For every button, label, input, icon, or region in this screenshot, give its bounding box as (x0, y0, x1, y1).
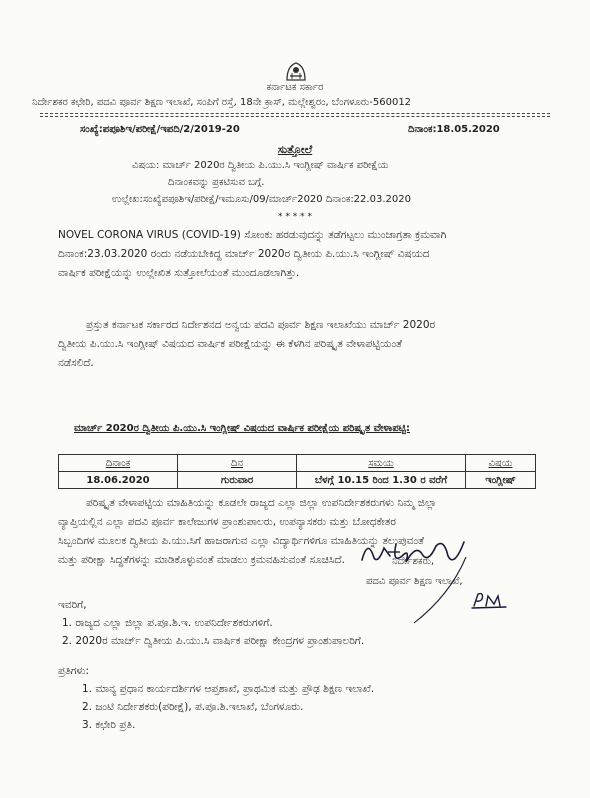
cell-day: ಗುರುವಾರ (178, 472, 297, 489)
paragraph-3-line: ಸಿಬ್ಬಂದಿಗಳ ಮೂಲಕ ದ್ವಿತೀಯ ಪಿ.ಯು.ಸಿಗೆ ಹಾಜರಾಗುವ ಎಲ್ಲಾ ವಿದ್ಯಾರ್ಥಿಗಳಿಗೂ ಮಾಹಿತಿಯನ್ನು ತಲುಪುವಂತೆ (58, 535, 424, 547)
copies-list (58, 662, 374, 734)
schedule-table (58, 454, 536, 489)
subject-line-1: ವಿಷಯ: ಮಾರ್ಚ್ 2020ರ ದ್ವಿತೀಯ ಪಿ.ಯು.ಸಿ ಇಂಗ್ಲೀಷ್ ವಾರ್ಷಿಕ ಪರೀಕ್ಷೆಯ (132, 160, 389, 171)
office-address: ನಿರ್ದೇಶಕರ ಕಛೇರಿ, ಪದವಿ ಪೂರ್ವ ಶಿಕ್ಷಣ ಇಲಾಖೆ, ಸಂಪಿಗೆ ರಸ್ತೆ, 18ನೇ ಕ್ರಾಸ್, ಮಲ್ಲೇಶ್ವರಂ, ಬೆಂಗಳೂರು-560012 (32, 97, 412, 108)
paragraph-1-line: NOVEL CORONA VIRUS (COVID-19) ಸೋಂಕು ಹರಡುವುದನ್ನು ತಡೆಗಟ್ಟಲು ಮುಂಜಾಗ್ರತಾ ಕ್ರಮವಾಗಿ (58, 229, 447, 241)
reference-number: ಸಂಖ್ಯೆ:ಪಪೂಶಿಇ/ಪರೀಕ್ಷೆ/ಇಪದಿ/2/2019-20 (80, 124, 240, 135)
paragraph-3-line: ಪರಿಷ್ಕೃತ ವೇಳಾಪಟ್ಟಿಯ ಮಾಹಿತಿಯನ್ನು ಕೂಡಲೇ ರಾಜ್ಯದ ಎಲ್ಲಾ ಜಿಲ್ಲಾ ಉಪನಿರ್ದೇಶಕರುಗಳು ನಿಮ್ಮ ಜಿಲ್ಲಾ (86, 497, 437, 509)
recipients-label: ಇವರಿಗೆ, (58, 599, 87, 611)
list-item: 1. ಮಾನ್ಯ ಪ್ರಧಾನ ಕಾರ್ಯದರ್ಶಿಗಳ ಆಪ್ತಶಾಖೆ, ಪ್ರಾಥಮಿಕ ಮತ್ತು ಪ್ರೌಢ ಶಿಕ್ಷಣ ಇಲಾಖೆ. (82, 683, 375, 695)
schedule-heading: ಮಾರ್ಚ್ 2020ರ ದ್ವಿತೀಯ ಪಿ.ಯು.ಸಿ ಇಂಗ್ಲೀಷ್ ವಿಷಯದ ವಾರ್ಷಿಕ ಪರೀಕ್ಷೆಯ ಪರಿಷ್ಕೃತ ವೇಳಾಪಟ್ಟಿ: (74, 423, 410, 434)
column-header-time: ಸಮಯ (297, 455, 466, 472)
paragraph-2-line: ದ್ವಿತೀಯ ಪಿ.ಯು.ಸಿ ಇಂಗ್ಲೀಷ್ ವಿಷಯದ ವಾರ್ಷಿಕ ಪರೀಕ್ಷೆಯನ್ನು ಈ ಕೆಳಗಿನ ಪರಿಷ್ಕೃತ ವೇಳಾಪಟ್ಟಿಯಂತೆ (58, 338, 402, 350)
circular-title: ಸುತ್ತೋಲೆ (277, 143, 313, 156)
column-header-subject: ವಿಷಯ (466, 455, 536, 472)
copies-label: ಪ್ರತಿಗಳು: (58, 665, 90, 677)
paragraph-2-line: ಪ್ರಸ್ತುತ ಕರ್ನಾಟಕ ಸರ್ಕಾರದ ನಿರ್ದೇಶನದ ಅನ್ವಯ ಪದವಿ ಪೂರ್ವ ಶಿಕ್ಷಣ ಇಲಾಖೆಯು ಮಾರ್ಚ್ 2020ರ (86, 319, 436, 331)
cell-subject: ಇಂಗ್ಲೀಷ್ (466, 472, 536, 489)
cell-date: 18.06.2020 (59, 472, 178, 489)
paragraph-1-line: ದಿನಾಂಕ:23.03.2020 ರಂದು ನಡೆಯಬೇಕಿದ್ದ ಮಾರ್ಚ್ 2020ರ ದ್ವಿತೀಯ ಪಿ.ಯು.ಸಿ ಇಂಗ್ಲೀಷ್ ವಿಷಯದ (58, 248, 430, 260)
table-row (59, 472, 536, 489)
paragraph-1 (58, 226, 538, 283)
handwritten-initials-icon (470, 590, 510, 610)
paragraph-2 (58, 316, 538, 373)
list-item: 1. ರಾಜ್ಯದ ಎಲ್ಲಾ ಜಿಲ್ಲಾ ಪ.ಪೂ.ಶಿ.ಇ. ಉಪನಿರ್ದೇಶಕರುಗಳಿಗೆ. (62, 617, 273, 629)
column-header-date: ದಿನಾಂಕ (59, 455, 178, 472)
list-item: 2. 2020ರ ಮಾರ್ಚ್ ದ್ವಿತೀಯ ಪಿ.ಯು.ಸಿ ವಾರ್ಷಿಕ ಪರೀಕ್ಷಾ ಕೇಂದ್ರಗಳ ಪ್ರಾಂಶುಪಾಲರಿಗೆ. (62, 635, 365, 647)
signature-stroke-icon (410, 555, 470, 625)
karnataka-emblem-icon (283, 60, 309, 82)
header-divider (40, 116, 550, 117)
separator-stars: * * * * * (278, 212, 312, 222)
list-item: 3. ಕಛೇರಿ ಪ್ರತಿ. (82, 719, 136, 731)
paragraph-2-line: ನಡೆಸಲಿದೆ. (58, 357, 94, 369)
paragraph-3-line: ವ್ಯಾಪ್ತಿಯಲ್ಲಿನ ಎಲ್ಲಾ ಪದವಿ ಪೂರ್ವ ಕಾಲೇಜುಗಳ ಪ್ರಾಂಶುಪಾಲರು, ಉಪನ್ಯಾಸಕರು ಮತ್ತು ಬೋಧಕೇತರ (58, 516, 396, 528)
paragraph-1-line: ವಾರ್ಷಿಕ ಪರೀಕ್ಷೆಯನ್ನು ಉಲ್ಲೇಖಿತ ಸುತ್ತೋಲೆಯಂತೆ ಮುಂದೂಡಲಾಗಿತ್ತು. (58, 267, 300, 279)
list-item: 2. ಜಂಟಿ ನಿರ್ದೇಶಕರು(ಪರೀಕ್ಷೆ), ಪ.ಪೂ.ಶಿ.ಇಲಾಖೆ, ಬೆಂಗಳೂರು. (82, 701, 304, 713)
table-header-row (59, 455, 536, 472)
government-name: ಕರ್ನಾಟಕ ಸರ್ಕಾರ (266, 82, 324, 93)
column-header-day: ದಿನ (178, 455, 297, 472)
header-divider (40, 113, 550, 114)
circular-date: ದಿನಾಂಕ:18.05.2020 (408, 124, 500, 135)
cell-time: ಬೆಳಗ್ಗೆ 10.15 ರಿಂದ 1.30 ರ ವರೆಗೆ (297, 472, 466, 489)
subject-line-2: ದಿನಾಂಕವನ್ನು ಪ್ರಕಟಿಸುವ ಬಗ್ಗೆ. (168, 177, 265, 188)
signatory-department: ಪದವಿ ಪೂರ್ವ ಶಿಕ್ಷಣ ಇಲಾಖೆ, (366, 576, 463, 587)
signatory-title: ನಿರ್ದೇಶಕರು, (392, 556, 435, 567)
subject-reference: ಉಲ್ಲೇಖ:ಸಂಖ್ಯೆಪಪೂಶಿಇ/ಪರೀಕ್ಷೆ/ಇಮೂಸು/09/ಮಾರ್ಚ್2020 ದಿನಾಂಕ:22.03.2020 (112, 194, 411, 205)
paragraph-3-line: ಮತ್ತು ಪರೀಕ್ಷಾ ಸಿದ್ಧತೆಗಳನ್ನು ಮಾಡಿಕೊಳ್ಳುವಂತೆ ಮಾಡಲು ಕ್ರಮವಹಿಸುವಂತೆ ಸೂಚಿಸಿದೆ. (58, 554, 345, 566)
recipients-list (58, 596, 364, 650)
